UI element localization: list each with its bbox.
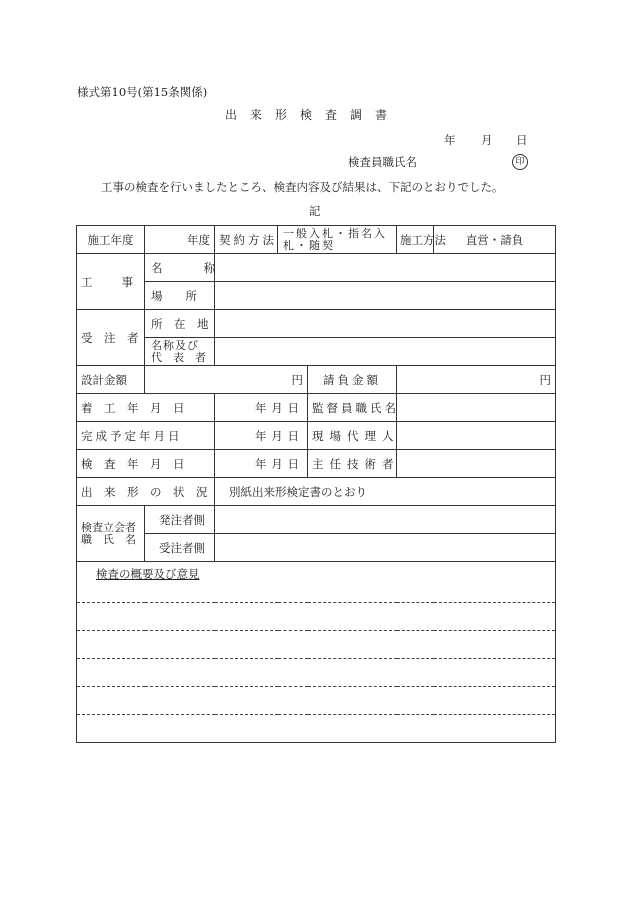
inspection-date-label: 検 査 年 月 日 — [77, 450, 215, 478]
completion-day: 日 — [287, 428, 299, 443]
contract-amount-field[interactable]: 円 — [397, 366, 556, 394]
seal-icon: 印 — [512, 154, 528, 170]
date-day: 日 — [516, 133, 528, 147]
table-row — [77, 506, 556, 534]
table-row — [77, 254, 556, 282]
supervisor-label: 監督員職氏名 — [308, 394, 397, 422]
date-month: 月 — [481, 133, 493, 147]
completion-year: 年 — [255, 428, 267, 443]
work-name-label: 名 称 — [145, 254, 215, 282]
contractor-name-line2: 代 表 者 — [151, 350, 206, 364]
site-agent-label: 現場代理人 — [308, 422, 397, 450]
inspection-date-field[interactable] — [215, 450, 308, 478]
contract-amount-label-text: 請負金額 — [323, 372, 381, 387]
date-year: 年 — [444, 133, 456, 147]
contract-amount-label — [308, 366, 397, 394]
ki-label: 記 — [309, 204, 321, 218]
orderer-side-label: 発注者側 — [145, 506, 215, 534]
completion-date-field[interactable] — [215, 422, 308, 450]
contractor-name-label — [145, 338, 215, 366]
witness-label-line1: 検査立会者 — [81, 520, 136, 534]
table-row — [77, 310, 556, 338]
design-amount-label: 設計金額 — [77, 366, 145, 394]
contract-method-line1: 一般入札・指名入 — [283, 226, 387, 240]
contractor-label: 受 注 者 — [77, 310, 145, 366]
work-place-label: 場 所 — [145, 282, 215, 310]
remarks-header-cell[interactable] — [77, 562, 556, 603]
inspection-month: 月 — [271, 456, 283, 471]
remarks-row — [77, 562, 556, 603]
remarks-line-field[interactable] — [77, 631, 556, 659]
table-row — [77, 478, 556, 506]
contract-method-line2: 札・随契 — [283, 238, 335, 252]
document-title: 出来形検査調書 — [225, 108, 401, 122]
completion-date-label: 完成予定年月日 — [77, 422, 215, 450]
inspection-day: 日 — [287, 456, 299, 471]
remarks-line — [77, 659, 556, 687]
witness-label-line2: 職 氏 名 — [81, 532, 136, 546]
contractor-side-field[interactable] — [215, 534, 556, 562]
contractor-name-line1: 名称及び — [151, 338, 199, 352]
remarks-line — [77, 603, 556, 631]
status-label: 出 来 形 の 状 況 — [77, 478, 215, 506]
start-month: 月 — [271, 400, 283, 415]
table-row — [77, 394, 556, 422]
chief-engineer-label: 主任技術者 — [308, 450, 397, 478]
witness-label — [77, 506, 145, 562]
table-row — [77, 282, 556, 310]
table-row — [77, 450, 556, 478]
orderer-side-field[interactable] — [215, 506, 556, 534]
fiscal-year-field[interactable]: 年度 — [145, 226, 215, 254]
start-day: 日 — [287, 400, 299, 415]
execution-method-value[interactable]: 直営・請負 — [434, 226, 556, 254]
contract-method-options[interactable] — [278, 226, 397, 254]
intro-text: 工事の検査を行いましたところ、検査内容及び結果は、下記のとおりでした。 — [101, 180, 504, 194]
remarks-line-field[interactable] — [77, 715, 556, 743]
chief-engineer-field[interactable] — [397, 450, 556, 478]
remarks-line-field[interactable] — [77, 687, 556, 715]
inspection-date-ymd — [219, 456, 303, 472]
status-value[interactable]: 別紙出来形検定書のとおり — [215, 478, 556, 506]
table-row — [77, 422, 556, 450]
site-agent-field[interactable] — [397, 422, 556, 450]
execution-method-label-text: 施工方法 — [400, 232, 446, 247]
work-place-field[interactable] — [215, 282, 556, 310]
start-date-ymd — [219, 400, 303, 416]
form-number: 様式第10号(第15条関係) — [77, 85, 208, 99]
contract-method-label: 契約方法 — [215, 226, 278, 254]
inspector-label: 検査員職氏名 — [348, 155, 417, 169]
contractor-side-label: 受注者側 — [145, 534, 215, 562]
remarks-line-field[interactable] — [77, 659, 556, 687]
contractor-address-field[interactable] — [215, 310, 556, 338]
work-name-field[interactable] — [215, 254, 556, 282]
table-row — [77, 338, 556, 366]
remarks-line — [77, 687, 556, 715]
completion-date-ymd — [219, 428, 303, 444]
design-amount-field[interactable]: 円 — [145, 366, 308, 394]
contractor-address-label: 所 在 地 — [145, 310, 215, 338]
inspection-year: 年 — [255, 456, 267, 471]
inspection-table — [76, 225, 556, 743]
table-row — [77, 366, 556, 394]
remarks-line — [77, 631, 556, 659]
start-date-field[interactable] — [215, 394, 308, 422]
remarks-line — [77, 715, 556, 743]
remarks-line-field[interactable] — [77, 603, 556, 631]
table-row — [77, 226, 556, 254]
fiscal-year-label: 施工年度 — [77, 226, 145, 254]
start-year: 年 — [255, 400, 267, 415]
supervisor-field[interactable] — [397, 394, 556, 422]
remarks-title: 検査の概要及び意見 — [96, 567, 200, 581]
start-date-label: 着 工 年 月 日 — [77, 394, 215, 422]
table-row — [77, 534, 556, 562]
work-label: 工 事 — [77, 254, 145, 310]
completion-month: 月 — [271, 428, 283, 443]
execution-method-label — [397, 226, 446, 254]
contractor-name-field[interactable] — [215, 338, 556, 366]
